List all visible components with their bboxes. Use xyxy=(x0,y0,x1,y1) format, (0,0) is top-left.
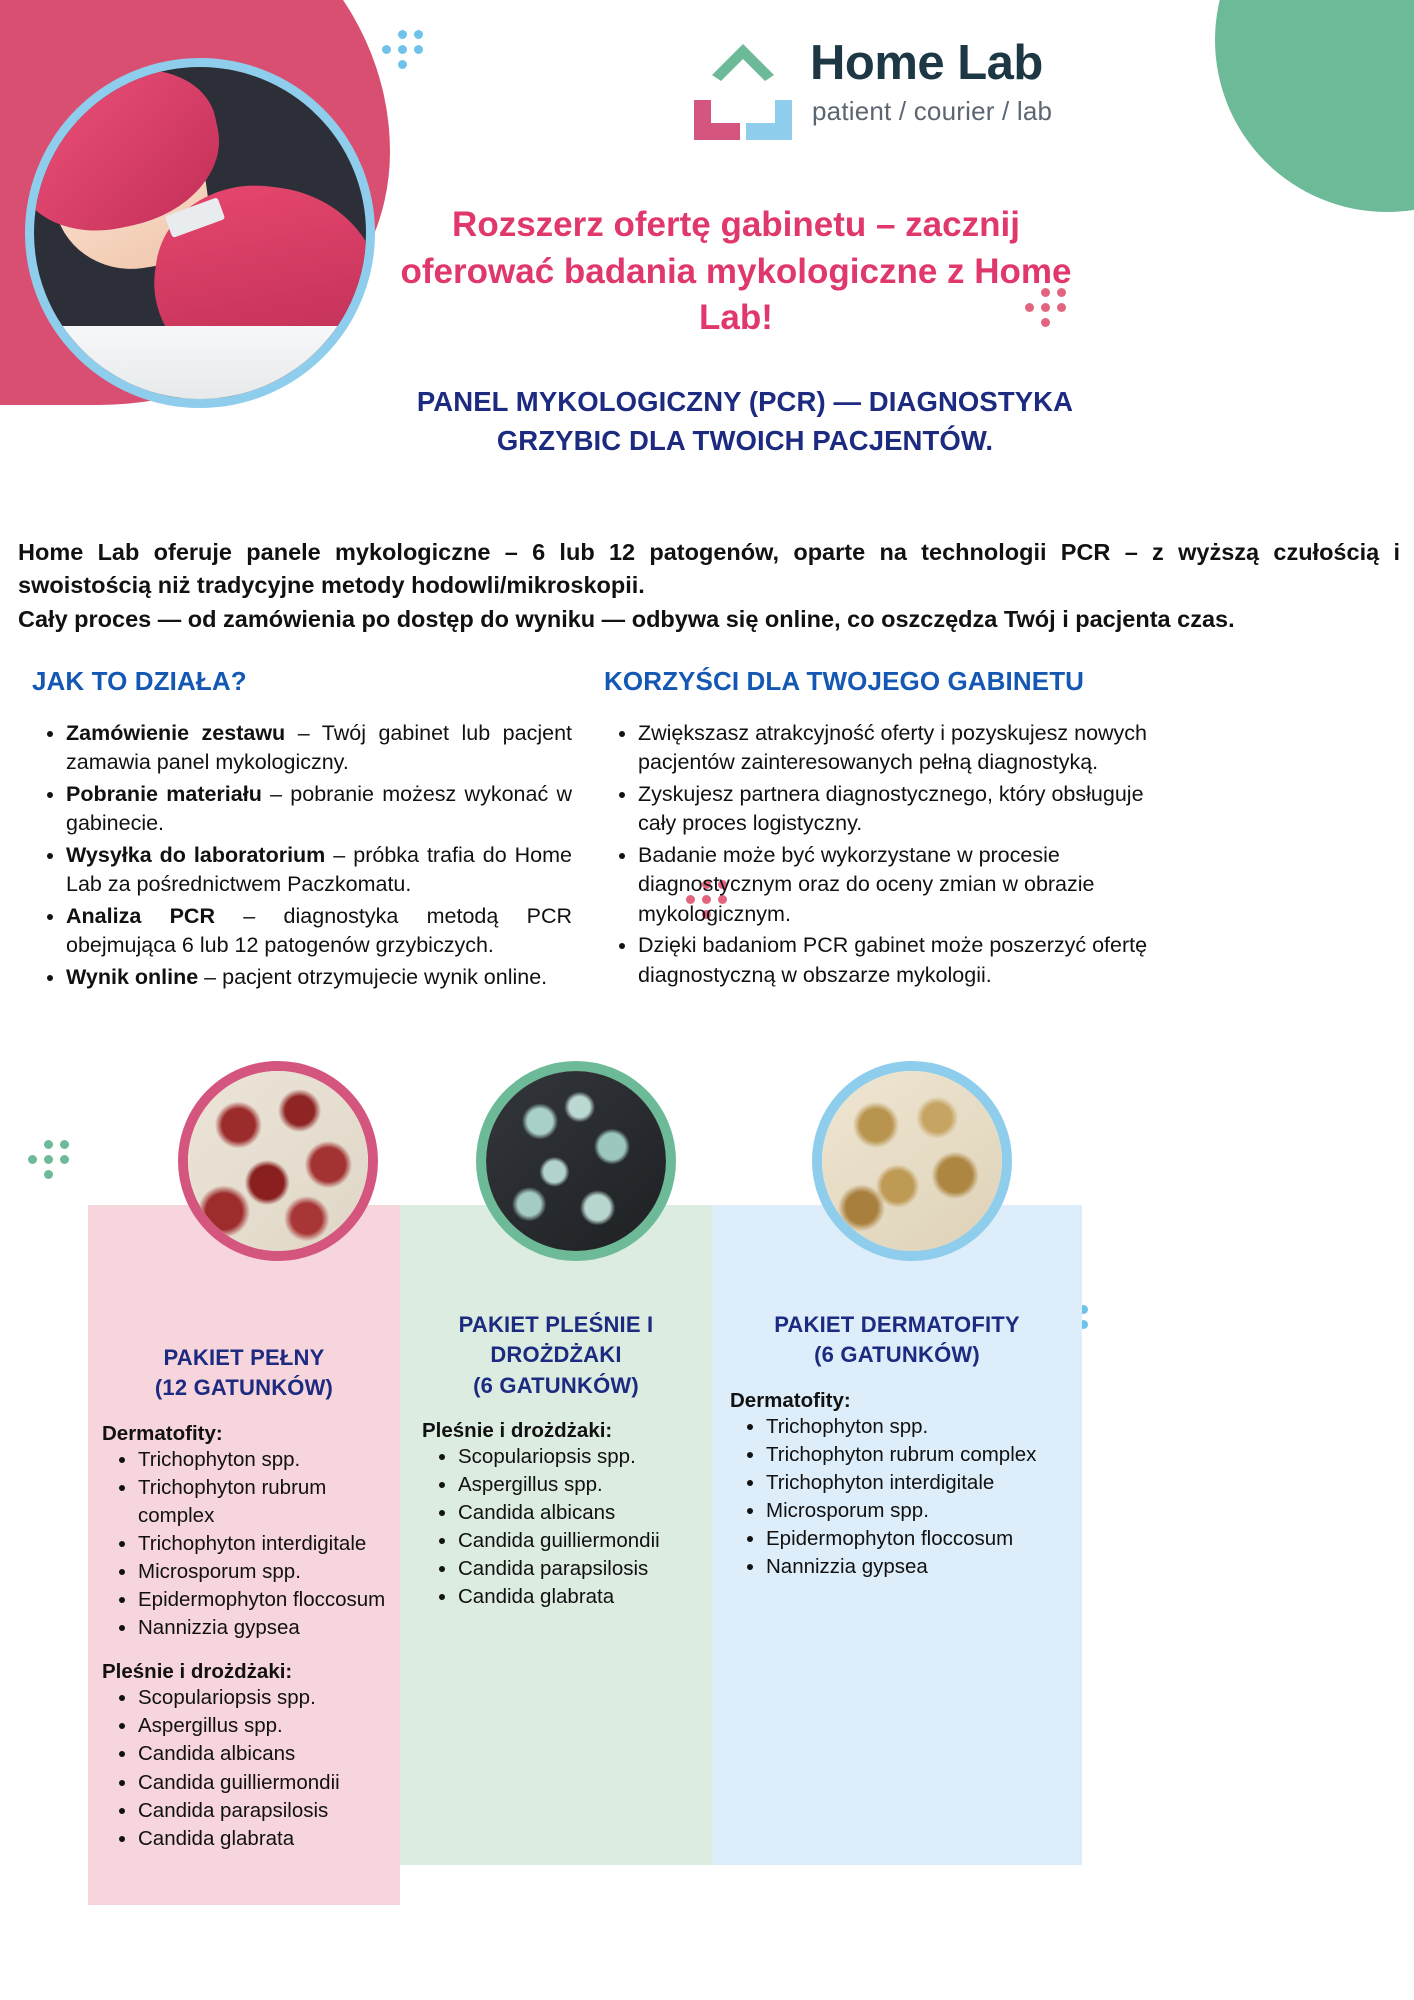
species-list xyxy=(720,1413,1074,1581)
dot-cluster-icon-top xyxy=(382,30,424,72)
species-item: • Candida glabrata xyxy=(458,1583,704,1611)
species-item: • Trichophyton interdigitale xyxy=(138,1530,392,1558)
how-it-works-list xyxy=(32,719,572,992)
package-card-molds-yeasts xyxy=(400,1205,712,1612)
species-list xyxy=(96,1446,392,1643)
species-groups xyxy=(96,1422,392,1853)
package-title-line-1: PAKIET DERMATOFITY xyxy=(774,1312,1020,1337)
list-item: • Wynik online – pacjent otrzymujecie wynik online. xyxy=(66,963,572,992)
species-group-label: Pleśnie i drożdżaki: xyxy=(102,1660,293,1684)
list-item: • Dzięki badaniom PCR gabinet może poszerzyć ofertę diagnostyczną w obszarze mykologii. xyxy=(638,931,1184,990)
species-item: • Epidermophyton floccosum xyxy=(138,1586,392,1614)
species-item: • Microsporum spp. xyxy=(766,1497,1074,1525)
how-it-works-section xyxy=(32,666,572,994)
species-item: • Trichophyton rubrum complex xyxy=(766,1441,1074,1469)
species-item: • Nannizzia gypsea xyxy=(766,1553,1074,1581)
species-item: • Candida albicans xyxy=(138,1740,392,1768)
list-item: • Analiza PCR – diagnostyka metodą PCR obejmująca 6 lub 12 patogenów grzybiczych. xyxy=(66,902,572,961)
list-item: • Wysyłka do laboratorium – próbka trafia do Home Lab za pośrednictwem Paczkomatu. xyxy=(66,841,572,900)
brand-name: Home Lab xyxy=(810,36,1043,90)
species-group-label: Dermatofity: xyxy=(102,1421,223,1445)
species-groups xyxy=(720,1389,1074,1581)
list-item: • Zwiększasz atrakcyjność oferty i pozyskujesz nowych pacjentów zainteresowanych pełną diagnostyką. xyxy=(638,719,1184,778)
list-item-label: Pobranie materiału xyxy=(66,781,262,806)
chevron-up-icon xyxy=(710,42,776,82)
list-item: • Zyskujesz partnera diagnostycznego, który obsługuje cały proces logistyczny. xyxy=(638,780,1184,839)
species-item: • Scopulariopsis spp. xyxy=(458,1443,704,1471)
species-item: • Epidermophyton floccosum xyxy=(766,1525,1074,1553)
intro-paragraph-2: Cały proces — od zamówienia po dostęp do wyniku — odbywa się online, co oszczędza Twój i pacjenta czas. xyxy=(18,605,1235,632)
page-title: Rozszerz ofertę gabinetu – zacznij oferować badania mykologiczne z Home Lab! xyxy=(400,205,1072,338)
package-title-line-2: (6 GATUNKÓW) xyxy=(814,1342,980,1368)
package-title xyxy=(408,1205,704,1401)
package-title-line-2: (12 GATUNKÓW) xyxy=(154,1375,334,1401)
species-item: • Trichophyton rubrum complex xyxy=(138,1474,392,1530)
list-item: • Pobranie materiału – pobranie możesz wykonać w gabinecie. xyxy=(66,780,572,839)
green-circle-decoration xyxy=(1215,0,1414,212)
species-item: • Microsporum spp. xyxy=(138,1558,392,1586)
species-item: • Candida albicans xyxy=(458,1499,704,1527)
corner-bracket-blue-icon xyxy=(746,100,792,140)
brand-logo xyxy=(688,36,1108,148)
list-item-label: Analiza PCR xyxy=(66,903,215,928)
species-item: • Candida parapsilosis xyxy=(458,1555,704,1583)
list-item: • Zamówienie zestawu – Twój gabinet lub pacjent zamawia panel mykologiczny. xyxy=(66,719,572,778)
brand-tagline: patient / courier / lab xyxy=(812,96,1053,126)
package-title-line-1: PAKIET PEŁNY xyxy=(163,1345,325,1370)
species-group-label: Pleśnie i drożdżaki: xyxy=(422,1419,613,1443)
dot-cluster-icon-left xyxy=(28,1140,70,1182)
species-item: • Scopulariopsis spp. xyxy=(138,1684,392,1712)
list-item: • Badanie może być wykorzystane w procesie diagnostycznym oraz do oceny zmian w obrazie mykologicznym. xyxy=(638,841,1184,929)
species-item: • Candida guilliermondii xyxy=(138,1769,392,1797)
species-list xyxy=(96,1684,392,1852)
package-title-line-1: PAKIET PLEŚNIE I DROŻDŻAKI xyxy=(458,1312,654,1368)
intro-paragraph-1: Home Lab oferuje panele mykologiczne – 6 lub 12 patogenów, oparte na technologii PCR – z wyższą czułością i swoistością niż tradycyjne metody hodowli/mikroskopii. xyxy=(18,539,1400,599)
package-title xyxy=(96,1205,392,1404)
species-item: • Candida parapsilosis xyxy=(138,1797,392,1825)
list-item-label: Wysyłka do laboratorium xyxy=(66,842,326,867)
intro-paragraphs xyxy=(18,536,1400,636)
logo-mark xyxy=(688,42,798,140)
species-group-label: Dermatofity: xyxy=(730,1388,851,1412)
hero-photo xyxy=(25,58,375,408)
species-item: • Aspergillus spp. xyxy=(138,1712,392,1740)
package-title-line-2: (6 GATUNKÓW) xyxy=(473,1372,639,1398)
species-item: • Aspergillus spp. xyxy=(458,1471,704,1499)
list-item-label: Wynik online xyxy=(66,964,199,989)
species-item: • Nannizzia gypsea xyxy=(138,1614,392,1642)
page-subtitle: PANEL MYKOLOGICZNY (PCR) — DIAGNOSTYKA GRZYBIC DLA TWOICH PACJENTÓW. xyxy=(416,386,1074,457)
package-title xyxy=(720,1205,1074,1371)
species-item: • Trichophyton spp. xyxy=(138,1446,392,1474)
species-item: • Trichophyton spp. xyxy=(766,1413,1074,1441)
how-it-works-heading: JAK TO DZIAŁA? xyxy=(32,666,247,696)
list-item-label: Zamówienie zestawu xyxy=(66,721,286,745)
package-card-dermatophytes xyxy=(712,1205,1082,1581)
species-groups xyxy=(408,1419,704,1611)
species-list xyxy=(408,1443,704,1611)
corner-bracket-pink-icon xyxy=(694,100,740,140)
benefits-list xyxy=(604,719,1184,990)
benefits-section xyxy=(604,666,1184,992)
species-item: • Candida guilliermondii xyxy=(458,1527,704,1555)
species-item: • Trichophyton interdigitale xyxy=(766,1469,1074,1497)
species-item: • Candida glabrata xyxy=(138,1825,392,1853)
benefits-heading: KORZYŚCI DLA TWOJEGO GABINETU xyxy=(604,666,1085,696)
package-card-full xyxy=(88,1205,400,1853)
